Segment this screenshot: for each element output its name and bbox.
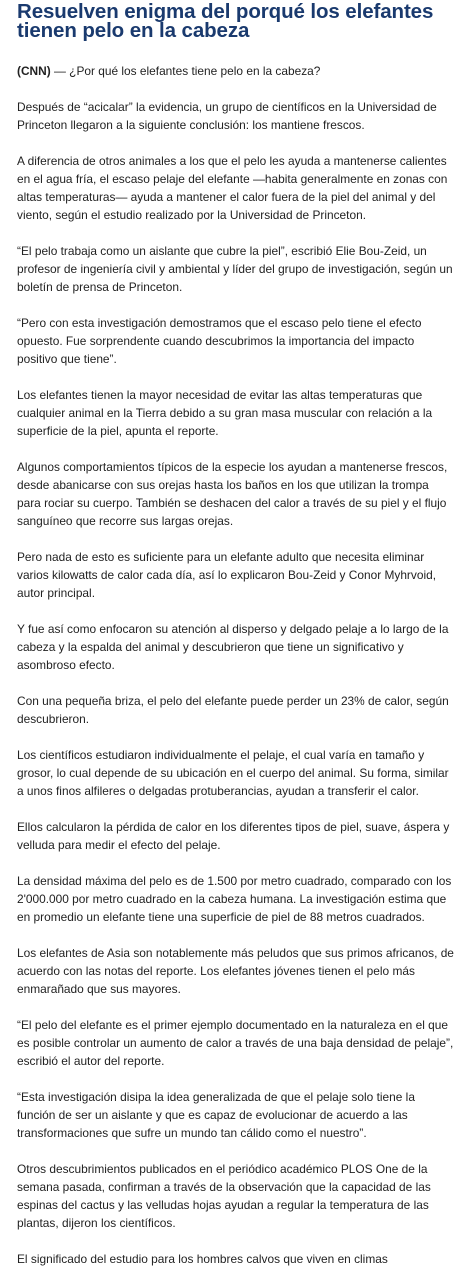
- article-paragraph: Ellos calcularon la pérdida de calor en los diferentes tipos de piel, suave, áspera y velluda para medir el efecto del pelaje.: [17, 820, 450, 852]
- article-paragraph: Los científicos estudiaron individualmente el pelaje, el cual varía en tamaño y grosor, lo cual depende de su ubicación en el cuerpo del animal. Su forma, similar a unos finos alfileres o delgadas protuberancias, ayudan a transferir el calor.: [17, 748, 449, 798]
- article-paragraph: Los elefantes tienen la mayor necesidad de evitar las altas temperaturas que cualquier animal en la Tierra debido a su gran masa muscular con relación a la superficie de la piel, apunta el reporte.: [17, 388, 433, 438]
- article-paragraph: “Pero con esta investigación demostramos que el escaso pelo tiene el efecto opuesto. Fue sorprendente cuando descubrimos la importancia del impacto positivo que tiene”.: [17, 316, 422, 366]
- article-paragraph: “El pelo trabaja como un aislante que cubre la piel”, escribió Elie Bou-Zeid, un profesor de ingeniería civil y ambiental y líder del grupo de investigación, según un boletín de prensa de Princeton.: [17, 244, 453, 294]
- article-headline: Resuelven enigma del porqué los elefantes tienen pelo en la cabeza: [17, 0, 434, 42]
- article-paragraph: Con una pequeña briza, el pelo del elefante puede perder un 23% de calor, según descubrieron.: [17, 694, 449, 726]
- source-label: (CNN): [17, 64, 51, 78]
- article-paragraph: Los elefantes de Asia son notablemente más peludos que sus primos africanos, de acuerdo con las notas del reporte. Los elefantes jóvenes tienen el pelo más enmarañado que sus mayores.: [17, 946, 454, 996]
- lead-paragraph: [17, 62, 454, 80]
- article-paragraph: Después de “acicalar” la evidencia, un grupo de científicos en la Universidad de Princeton llegaron a la siguiente conclusión: los mantiene frescos.: [17, 100, 437, 132]
- article-paragraph: Pero nada de esto es suficiente para un elefante adulto que necesita eliminar varios kilowatts de calor cada día, así lo explicaron Bou-Zeid y Conor Myhrvoid, autor principal.: [17, 550, 437, 600]
- article-paragraph: “El pelo del elefante es el primer ejemplo documentado en la naturaleza en el que es posible controlar un aumento de calor a través de una baja densidad de pelaje”, escribió el autor del reporte.: [17, 1018, 454, 1068]
- article-paragraph: A diferencia de otros animales a los que el pelo les ayuda a mantenerse calientes en el agua fría, el escaso pelaje del elefante —habita generalmente en zonas con altas temperaturas— ayuda a mantener el calor fuera de la piel del animal y del viento, según el estudio realizado por la Universidad de Princeton.: [17, 154, 448, 222]
- article-paragraph: Otros descubrimientos publicados en el periódico académico PLOS One de la semana pasada, confirman a través de la observación que la capacidad de las espinas del cactus y las velludas hojas ayudan a regular la temperatura de las plantas, dijeron los científicos.: [17, 1162, 431, 1230]
- lead-text: — ¿Por qué los elefantes tiene pelo en la cabeza?: [50, 64, 321, 78]
- article-paragraph: Y fue así como enfocaron su atención al disperso y delgado pelaje a lo largo de la cabeza y la espalda del animal y descubrieron que tiene un significativo y asombroso efecto.: [17, 622, 449, 672]
- article-paragraph: Algunos comportamientos típicos de la especie los ayudan a mantenerse frescos, desde abanicarse con sus orejas hasta los baños en los que utilizan la trompa para rociar su cuerpo. También se deshacen del calor a través de su piel y el flujo sanguíneo que recorre sus largas orejas.: [17, 460, 448, 528]
- article-paragraph: El significado del estudio para los hombres calvos que viven en climas: [17, 1252, 388, 1266]
- article-paragraph: “Esta investigación disipa la idea generalizada de que el pelaje solo tiene la función de ser un aislante y que es capaz de evolucionar de acuerdo a las transformaciones que sufre un mundo tan cálido como el nuestro”.: [17, 1090, 415, 1140]
- article-paragraph: La densidad máxima del pelo es de 1.500 por metro cuadrado, comparado con los 2'000.000 por metro cuadrado en la cabeza humana. La investigación estima que en promedio un elefante tiene una superficie de piel de 88 metros cuadrados.: [17, 874, 452, 924]
- article-body: [17, 62, 454, 1268]
